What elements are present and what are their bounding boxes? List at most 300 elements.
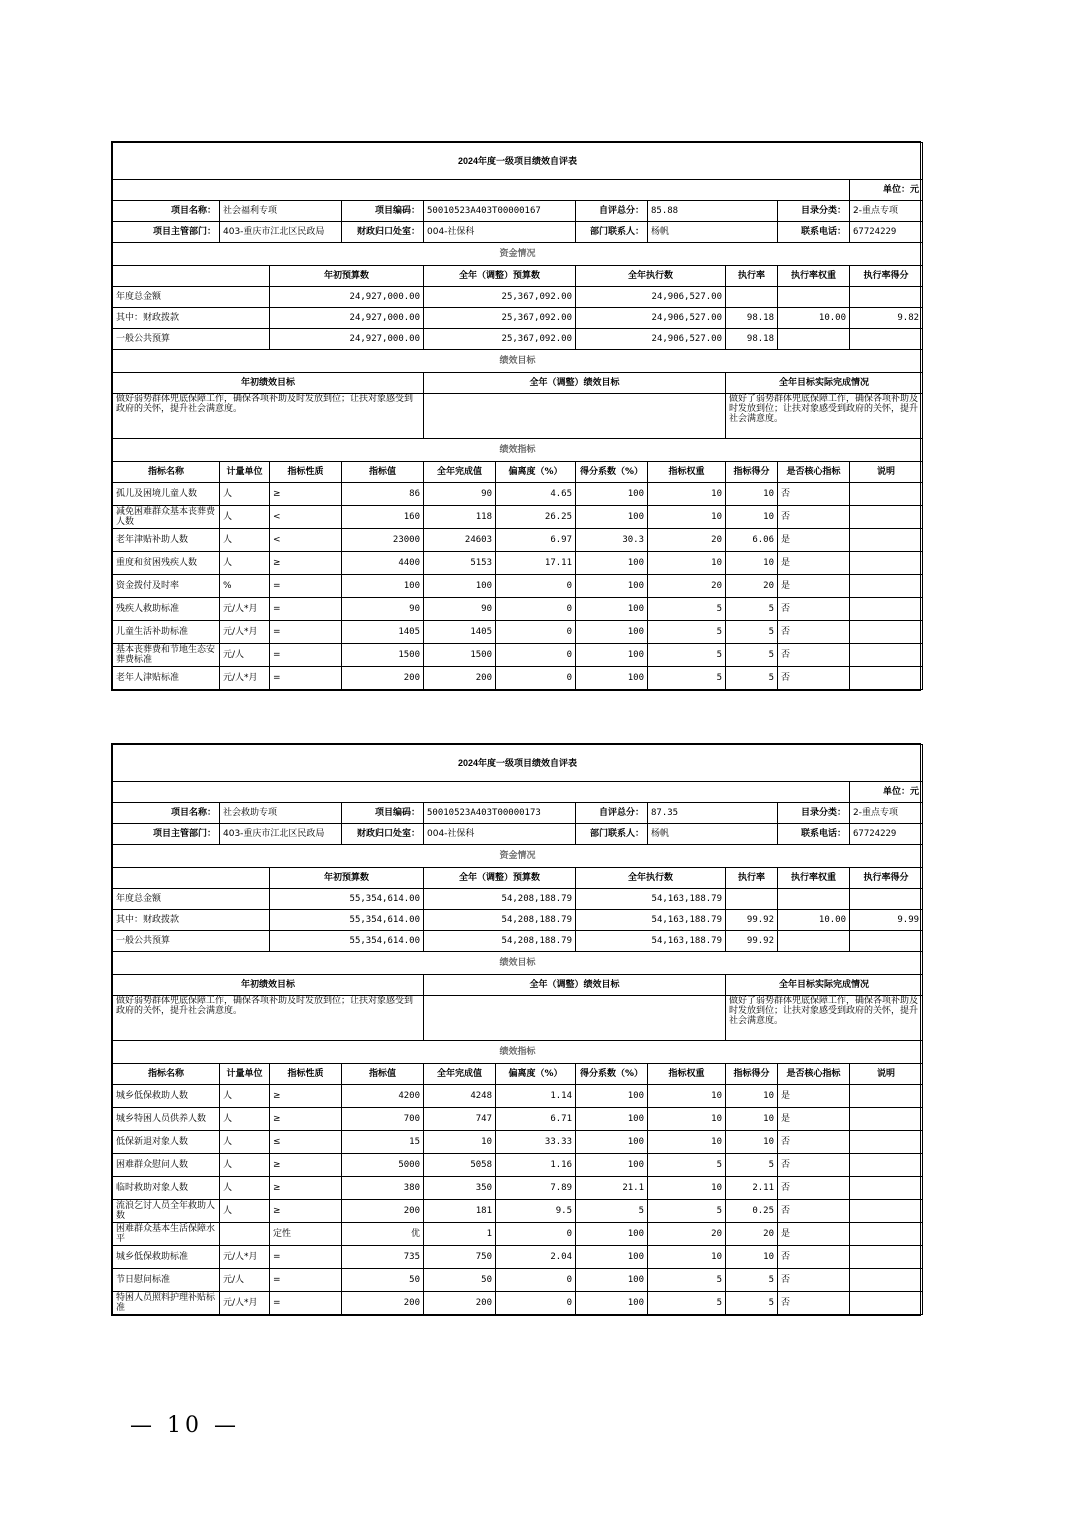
indicator-cell: 否 (778, 598, 850, 621)
indicator-row (113, 1292, 923, 1315)
indicator-row (113, 506, 923, 529)
project-code-value: 50010523A403T00000173 (424, 803, 576, 824)
phone-value: 67724229 (850, 222, 923, 243)
indicator-cell: 城乡低保救助人数 (113, 1085, 220, 1108)
indicator-cell: 0.25 (726, 1200, 778, 1223)
contact-value: 杨帆 (648, 222, 778, 243)
indicator-cell: 5000 (342, 1154, 424, 1177)
fund-value: 55,354,614.00 (270, 889, 424, 910)
indicator-header: 指标性质 (270, 462, 342, 483)
indicator-cell: 5 (726, 1154, 778, 1177)
indicator-header: 偏离度（%） (496, 462, 576, 483)
indicator-cell (850, 1131, 923, 1154)
fund-row-label: 一般公共预算 (113, 931, 270, 952)
indicator-cell (850, 529, 923, 552)
indicator-row (113, 598, 923, 621)
project-code-value: 50010523A403T00000167 (424, 201, 576, 222)
indicator-cell: 90 (342, 598, 424, 621)
indicator-cell: 1.16 (496, 1154, 576, 1177)
catalog-value: 2-重点专项 (850, 803, 923, 824)
self-score-value: 85.88 (648, 201, 778, 222)
indicator-cell: 100 (576, 1223, 648, 1246)
indicator-cell: 元/人 (220, 644, 270, 667)
perf-indicator-heading: 绩效指标 (113, 439, 923, 462)
indicator-cell: 2.04 (496, 1246, 576, 1269)
indicator-cell: 否 (778, 1246, 850, 1269)
indicator-cell: 5 (726, 644, 778, 667)
indicator-row (113, 644, 923, 667)
indicator-cell: 23000 (342, 529, 424, 552)
indicator-cell: 否 (778, 1269, 850, 1292)
indicator-cell: ≥ (270, 552, 342, 575)
indicator-cell: 5 (726, 621, 778, 644)
indicator-cell: 0 (496, 621, 576, 644)
indicator-cell: ≥ (270, 1154, 342, 1177)
indicator-cell: = (270, 621, 342, 644)
indicator-cell: 临时救助对象人数 (113, 1177, 220, 1200)
indicator-cell: 儿童生活补助标准 (113, 621, 220, 644)
indicator-cell: 人 (220, 1154, 270, 1177)
indicator-cell: 是 (778, 529, 850, 552)
indicator-row (113, 483, 923, 506)
fund-header: 执行率得分 (850, 868, 923, 889)
indicator-cell (850, 1154, 923, 1177)
indicator-cell: 17.11 (496, 552, 576, 575)
indicator-cell: 10 (648, 552, 726, 575)
target-adjusted-text (424, 394, 726, 439)
unit-label: 单位：元 (850, 782, 923, 803)
unit-spacer (113, 180, 850, 201)
indicator-cell: = (270, 1246, 342, 1269)
self-evaluation-form-1 (111, 141, 921, 691)
indicator-header: 指标得分 (726, 462, 778, 483)
fund-value: 98.18 (726, 308, 778, 329)
indicator-cell: 5 (726, 1292, 778, 1315)
indicator-cell: ≤ (270, 1131, 342, 1154)
indicator-cell: 特困人员照料护理补贴标准 (113, 1292, 220, 1315)
indicator-cell: 5 (576, 1200, 648, 1223)
dept-value: 403-重庆市江北区民政局 (220, 222, 342, 243)
indicator-header: 说明 (850, 462, 923, 483)
indicator-cell: 0 (496, 575, 576, 598)
indicator-cell (850, 1108, 923, 1131)
indicator-cell: 0 (496, 598, 576, 621)
indicator-cell: 重度和贫困残疾人数 (113, 552, 220, 575)
fund-value: 25,367,092.00 (424, 329, 576, 350)
fund-value (726, 287, 778, 308)
indicator-header: 计量单位 (220, 1064, 270, 1085)
fund-value (778, 889, 850, 910)
indicator-cell: 20 (648, 575, 726, 598)
indicator-cell: 减免困难群众基本丧葬费人数 (113, 506, 220, 529)
indicator-cell: 50 (424, 1269, 496, 1292)
indicator-cell: 10 (726, 552, 778, 575)
indicator-cell (850, 1292, 923, 1315)
target-actual-text: 做好了弱势群体兜底保障工作，确保各项补助及时发放到位；让扶对象感受到政府的关怀，提升社会满意度。 (726, 394, 923, 439)
indicator-cell: 低保新退对象人数 (113, 1131, 220, 1154)
indicator-cell: 350 (424, 1177, 496, 1200)
project-code-label: 项目编码： (342, 803, 424, 824)
indicator-cell: 6.06 (726, 529, 778, 552)
dept-value: 403-重庆市江北区民政局 (220, 824, 342, 845)
indicator-header: 得分系数（%） (576, 1064, 648, 1085)
indicator-cell: 人 (220, 483, 270, 506)
indicator-row (113, 1131, 923, 1154)
indicator-cell: = (270, 1269, 342, 1292)
indicator-row (113, 1177, 923, 1200)
indicator-cell: 老年津贴补助人数 (113, 529, 220, 552)
indicator-cell: 100 (576, 598, 648, 621)
indicator-cell: 10 (648, 1085, 726, 1108)
indicator-cell: 747 (424, 1108, 496, 1131)
indicator-cell: 10 (648, 506, 726, 529)
project-code-label: 项目编码： (342, 201, 424, 222)
fund-header: 全年执行数 (576, 266, 726, 287)
indicator-cell: 20 (648, 1223, 726, 1246)
fund-value: 54,163,188.79 (576, 931, 726, 952)
fund-value: 54,163,188.79 (576, 889, 726, 910)
indicator-cell: 100 (576, 667, 648, 690)
indicator-row (113, 552, 923, 575)
indicator-cell: 元/人*月 (220, 598, 270, 621)
target-header-adjusted: 全年（调整）绩效目标 (424, 373, 726, 394)
fund-value: 54,208,188.79 (424, 910, 576, 931)
indicator-cell: 流浪乞讨人员全年救助人数 (113, 1200, 220, 1223)
indicator-cell: 200 (342, 1200, 424, 1223)
fund-value (850, 287, 923, 308)
indicator-cell: 元/人*月 (220, 1246, 270, 1269)
form-title: 2024年度一级项目绩效自评表 (113, 143, 923, 180)
indicator-cell: 21.1 (576, 1177, 648, 1200)
indicator-cell (850, 483, 923, 506)
fund-header: 执行率 (726, 266, 778, 287)
indicator-cell: 0 (496, 644, 576, 667)
indicator-cell: 10 (726, 1131, 778, 1154)
finance-office-value: 004-社保科 (424, 222, 576, 243)
fund-value (726, 889, 778, 910)
indicator-cell: 20 (726, 1223, 778, 1246)
indicator-cell: 定性 (270, 1223, 342, 1246)
indicator-row (113, 667, 923, 690)
indicator-cell: 城乡特困人员供养人数 (113, 1108, 220, 1131)
fund-value: 24,906,527.00 (576, 308, 726, 329)
indicator-cell: 86 (342, 483, 424, 506)
finance-office-label: 财政归口处室： (342, 824, 424, 845)
fund-row-label: 一般公共预算 (113, 329, 270, 350)
indicator-cell (850, 644, 923, 667)
indicator-row (113, 1085, 923, 1108)
indicator-cell: 5 (648, 598, 726, 621)
indicator-cell: 5 (648, 1269, 726, 1292)
indicator-cell (850, 506, 923, 529)
indicator-cell: 90 (424, 598, 496, 621)
phone-value: 67724229 (850, 824, 923, 845)
indicator-cell: 50 (342, 1269, 424, 1292)
indicator-row (113, 621, 923, 644)
dept-label: 项目主管部门： (113, 222, 220, 243)
page-number: — 10 — (130, 1413, 240, 1438)
indicator-cell (850, 1177, 923, 1200)
indicator-cell: 0 (496, 667, 576, 690)
indicator-cell: 否 (778, 1131, 850, 1154)
indicator-header: 计量单位 (220, 462, 270, 483)
indicator-cell: ≥ (270, 1108, 342, 1131)
indicator-cell: 否 (778, 1200, 850, 1223)
indicator-cell: 735 (342, 1246, 424, 1269)
project-name-label: 项目名称： (113, 803, 220, 824)
indicator-cell: 困难群众基本生活保障水平 (113, 1223, 220, 1246)
self-score-label: 自评总分： (576, 201, 648, 222)
fund-value (850, 889, 923, 910)
indicator-cell: 100 (576, 644, 648, 667)
fund-value: 54,163,188.79 (576, 910, 726, 931)
perf-target-heading: 绩效目标 (113, 952, 923, 975)
indicator-cell: 100 (576, 483, 648, 506)
project-name-label: 项目名称： (113, 201, 220, 222)
fund-value (778, 931, 850, 952)
indicator-row (113, 1108, 923, 1131)
fund-value: 24,906,527.00 (576, 287, 726, 308)
indicator-cell: 5 (726, 1269, 778, 1292)
indicator-cell: ≥ (270, 1200, 342, 1223)
indicator-cell: 5 (648, 1292, 726, 1315)
target-header-initial: 年初绩效目标 (113, 975, 424, 996)
indicator-header: 得分系数（%） (576, 462, 648, 483)
indicator-cell: 1.14 (496, 1085, 576, 1108)
indicator-cell: 2.11 (726, 1177, 778, 1200)
target-header-actual: 全年目标实际完成情况 (726, 975, 923, 996)
fund-value: 99.92 (726, 931, 778, 952)
fund-value: 10.00 (778, 308, 850, 329)
self-score-label: 自评总分： (576, 803, 648, 824)
indicator-cell: 否 (778, 1292, 850, 1315)
indicator-header: 全年完成值 (424, 462, 496, 483)
indicator-cell: 100 (576, 1246, 648, 1269)
fund-value (778, 329, 850, 350)
indicator-cell: 5 (648, 644, 726, 667)
fund-value: 24,927,000.00 (270, 329, 424, 350)
indicator-cell: 0 (496, 1269, 576, 1292)
indicator-cell: 181 (424, 1200, 496, 1223)
target-actual-text: 做好了弱势群体兜底保障工作，确保各项补助及时发放到位；让扶对象感受到政府的关怀，提升社会满意度。 (726, 996, 923, 1041)
indicator-header: 指标权重 (648, 1064, 726, 1085)
indicator-cell: 100 (576, 621, 648, 644)
indicator-cell: 4200 (342, 1085, 424, 1108)
target-header-actual: 全年目标实际完成情况 (726, 373, 923, 394)
fund-header (113, 868, 270, 889)
catalog-value: 2-重点专项 (850, 201, 923, 222)
indicator-cell: 10 (648, 1246, 726, 1269)
indicator-cell: 0 (496, 1292, 576, 1315)
indicator-cell: 100 (576, 1108, 648, 1131)
indicator-cell: 残疾人救助标准 (113, 598, 220, 621)
indicator-cell (850, 552, 923, 575)
indicator-header: 全年完成值 (424, 1064, 496, 1085)
indicator-cell: 30.3 (576, 529, 648, 552)
indicator-cell: 10 (648, 1108, 726, 1131)
indicator-header: 指标性质 (270, 1064, 342, 1085)
indicator-cell: ≥ (270, 483, 342, 506)
indicator-cell: 元/人*月 (220, 621, 270, 644)
form-title: 2024年度一级项目绩效自评表 (113, 745, 923, 782)
fund-value: 9.82 (850, 308, 923, 329)
indicator-cell: 人 (220, 1131, 270, 1154)
indicator-header: 指标名称 (113, 1064, 220, 1085)
catalog-label: 目录分类： (778, 201, 850, 222)
indicator-cell (850, 575, 923, 598)
fund-value: 24,927,000.00 (270, 308, 424, 329)
indicator-cell: 否 (778, 667, 850, 690)
indicator-cell: 10 (648, 483, 726, 506)
indicator-cell (850, 621, 923, 644)
fund-value: 98.18 (726, 329, 778, 350)
project-name-value: 社会福利专项 (220, 201, 342, 222)
fund-header (113, 266, 270, 287)
indicator-cell: 10 (424, 1131, 496, 1154)
fund-row-label: 其中：财政拨款 (113, 308, 270, 329)
indicator-cell: 10 (726, 506, 778, 529)
fund-value: 25,367,092.00 (424, 287, 576, 308)
indicator-row (113, 1154, 923, 1177)
fund-row-label: 其中：财政拨款 (113, 910, 270, 931)
fund-value: 55,354,614.00 (270, 931, 424, 952)
fund-header: 执行率权重 (778, 868, 850, 889)
phone-label: 联系电话： (778, 222, 850, 243)
indicator-cell: 1 (424, 1223, 496, 1246)
indicator-cell: 33.33 (496, 1131, 576, 1154)
indicator-cell: 人 (220, 552, 270, 575)
indicator-cell: 节日慰问标准 (113, 1269, 220, 1292)
indicator-cell: 否 (778, 1177, 850, 1200)
target-header-adjusted: 全年（调整）绩效目标 (424, 975, 726, 996)
indicator-cell: 否 (778, 1154, 850, 1177)
indicator-cell: 7.89 (496, 1177, 576, 1200)
indicator-cell (850, 1269, 923, 1292)
indicator-cell: 6.71 (496, 1108, 576, 1131)
indicator-cell: 5 (726, 598, 778, 621)
indicator-cell: 200 (342, 667, 424, 690)
indicator-cell: 10 (648, 1131, 726, 1154)
indicator-row (113, 1269, 923, 1292)
indicator-cell: 孤儿及困境儿童人数 (113, 483, 220, 506)
phone-label: 联系电话： (778, 824, 850, 845)
indicator-cell: 9.5 (496, 1200, 576, 1223)
indicator-cell: 城乡低保救助标准 (113, 1246, 220, 1269)
fund-value: 54,208,188.79 (424, 931, 576, 952)
fund-value: 24,927,000.00 (270, 287, 424, 308)
indicator-cell: 100 (576, 1154, 648, 1177)
indicator-cell: 人 (220, 1108, 270, 1131)
indicator-cell: 100 (576, 575, 648, 598)
indicator-cell: ≥ (270, 1177, 342, 1200)
fund-value (850, 931, 923, 952)
indicator-cell: 100 (576, 1269, 648, 1292)
indicator-cell: 否 (778, 621, 850, 644)
indicator-cell: 24603 (424, 529, 496, 552)
indicator-cell (850, 1085, 923, 1108)
indicator-cell: 100 (342, 575, 424, 598)
indicator-cell: 200 (424, 1292, 496, 1315)
indicator-cell: 5 (648, 1200, 726, 1223)
indicator-cell: 10 (726, 1085, 778, 1108)
target-initial-text: 做好弱势群体兜底保障工作，确保各项补助及时发放到位；让扶对象感受到政府的关怀，提升社会满意度。 (113, 394, 424, 439)
indicator-cell: 否 (778, 483, 850, 506)
indicator-cell: 5 (648, 667, 726, 690)
indicator-cell: 人 (220, 506, 270, 529)
fund-header: 全年（调整）预算数 (424, 266, 576, 287)
indicator-cell: 15 (342, 1131, 424, 1154)
contact-label: 部门联系人： (576, 824, 648, 845)
indicator-cell: 20 (648, 529, 726, 552)
fund-value: 24,906,527.00 (576, 329, 726, 350)
indicator-cell: 人 (220, 529, 270, 552)
fund-value: 25,367,092.00 (424, 308, 576, 329)
indicator-cell (850, 667, 923, 690)
indicator-cell: 否 (778, 644, 850, 667)
indicator-cell: 困难群众慰问人数 (113, 1154, 220, 1177)
indicator-cell: 1500 (424, 644, 496, 667)
indicator-header: 指标值 (342, 1064, 424, 1085)
indicator-cell: 10 (726, 1246, 778, 1269)
indicator-row (113, 529, 923, 552)
target-adjusted-text (424, 996, 726, 1041)
indicator-cell (220, 1223, 270, 1246)
indicator-cell: 200 (342, 1292, 424, 1315)
indicator-cell: 6.97 (496, 529, 576, 552)
indicator-header: 是否核心指标 (778, 1064, 850, 1085)
indicator-cell: 90 (424, 483, 496, 506)
indicator-cell (850, 598, 923, 621)
indicator-row (113, 1223, 923, 1246)
indicator-cell: 基本丧葬费和节地生态安葬费标准 (113, 644, 220, 667)
indicator-cell: 0 (496, 1223, 576, 1246)
indicator-cell: 5 (648, 1154, 726, 1177)
fund-row-label: 年度总金额 (113, 287, 270, 308)
indicator-cell: 人 (220, 1177, 270, 1200)
indicator-cell: = (270, 1292, 342, 1315)
indicator-cell: 老年人津贴标准 (113, 667, 220, 690)
finance-office-label: 财政归口处室： (342, 222, 424, 243)
indicator-cell: = (270, 667, 342, 690)
fund-value: 99.92 (726, 910, 778, 931)
fund-header: 执行率 (726, 868, 778, 889)
fund-value (850, 329, 923, 350)
indicator-cell: 100 (576, 552, 648, 575)
indicator-cell: 优 (342, 1223, 424, 1246)
indicator-cell: 200 (424, 667, 496, 690)
contact-label: 部门联系人： (576, 222, 648, 243)
indicator-cell: < (270, 506, 342, 529)
unit-label: 单位：元 (850, 180, 923, 201)
indicator-cell: 10 (726, 1108, 778, 1131)
indicator-cell: 是 (778, 552, 850, 575)
contact-value: 杨帆 (648, 824, 778, 845)
indicator-row (113, 1200, 923, 1223)
indicator-cell: = (270, 644, 342, 667)
indicator-cell: 100 (576, 1085, 648, 1108)
finance-office-value: 004-社保科 (424, 824, 576, 845)
project-name-value: 社会救助专项 (220, 803, 342, 824)
indicator-cell: 700 (342, 1108, 424, 1131)
indicator-cell: 资金拨付及时率 (113, 575, 220, 598)
indicator-cell: 元/人*月 (220, 667, 270, 690)
indicator-cell: < (270, 529, 342, 552)
indicator-cell: ≥ (270, 1085, 342, 1108)
dept-label: 项目主管部门： (113, 824, 220, 845)
indicator-cell: 5 (726, 667, 778, 690)
indicator-cell: 5058 (424, 1154, 496, 1177)
indicator-cell: 5153 (424, 552, 496, 575)
